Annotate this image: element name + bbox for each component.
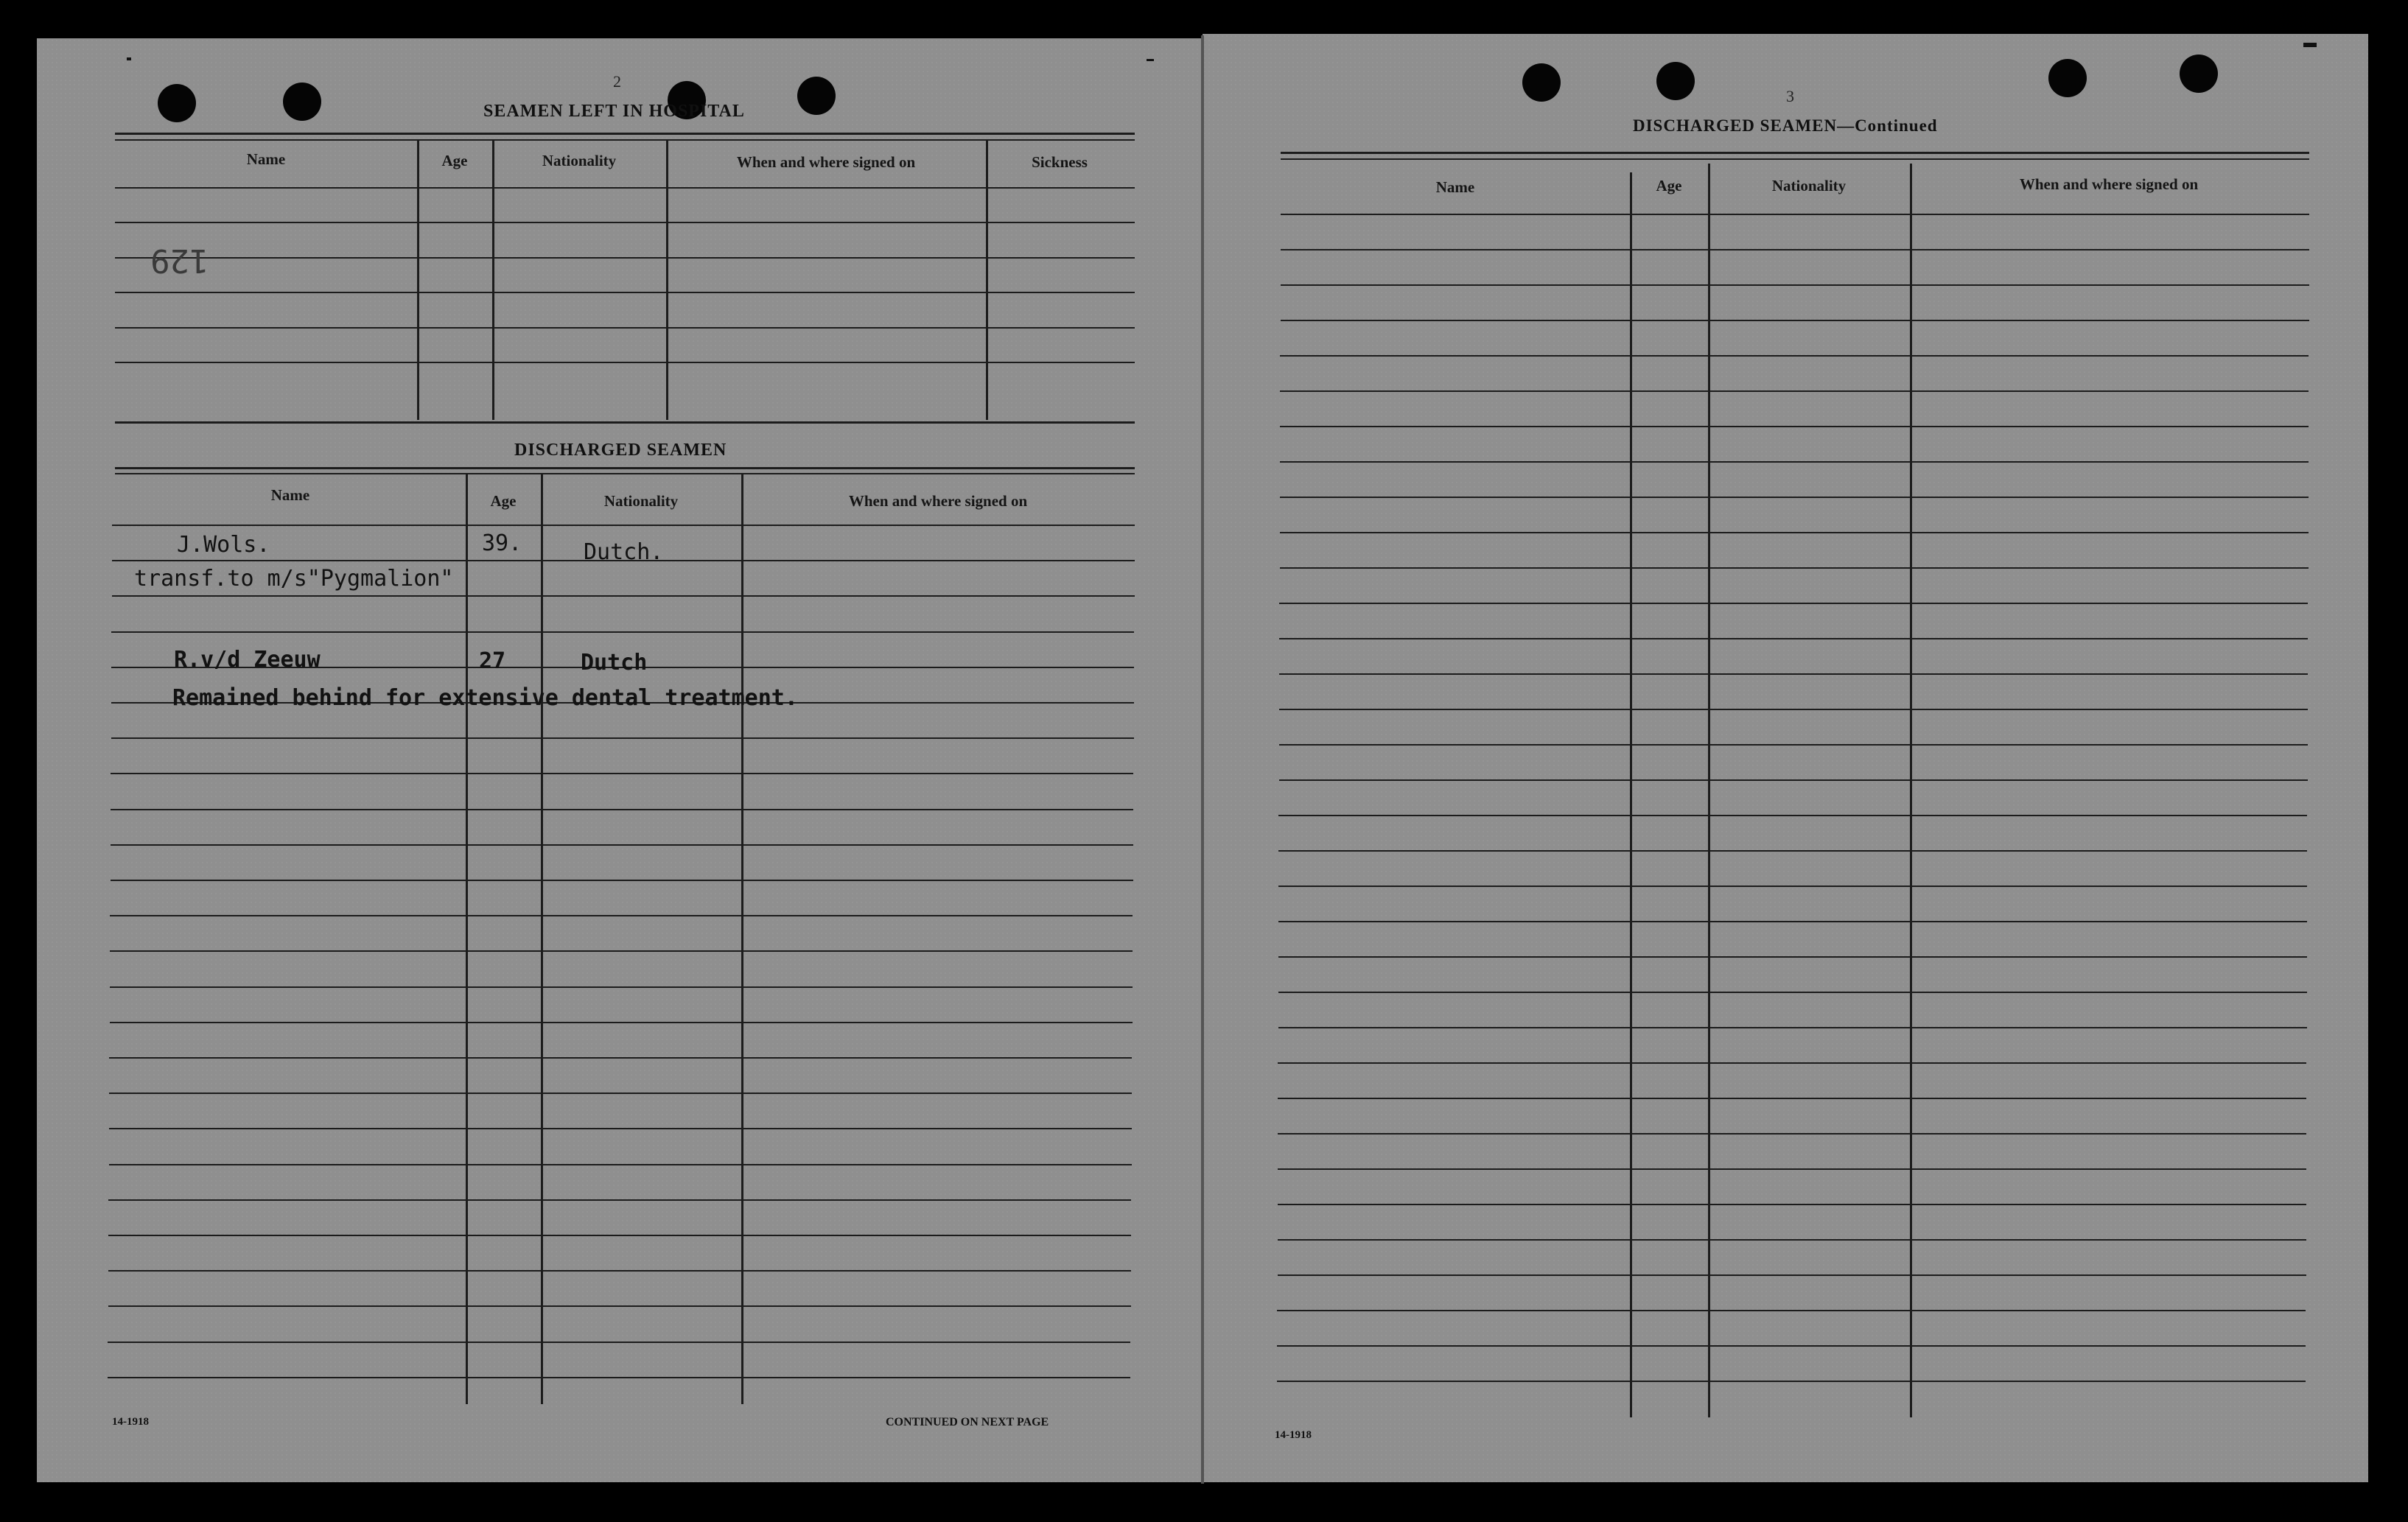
ruled-line <box>111 737 1134 739</box>
ruled-line <box>115 362 1135 363</box>
column-divider <box>466 474 468 1404</box>
column-divider <box>541 474 543 1404</box>
ruled-line <box>108 1199 1131 1201</box>
ruled-line <box>1280 567 2309 569</box>
table-rule <box>1281 152 2309 154</box>
hospital-section-title: SEAMEN LEFT IN HOSPITAL <box>483 102 745 121</box>
column-header-age: Age <box>1656 177 1682 194</box>
entry-name: J.Wols. <box>177 532 270 558</box>
ruled-line <box>112 525 1135 526</box>
table-rule <box>1281 158 2309 160</box>
ruled-line <box>1279 779 2308 781</box>
column-divider <box>666 140 668 420</box>
ruled-line <box>109 1093 1132 1094</box>
speck <box>127 57 131 60</box>
column-header-nationality: Nationality <box>542 152 617 169</box>
ruled-line <box>111 880 1133 881</box>
entry-nationality: Dutch <box>581 650 648 676</box>
ruled-line <box>1278 1239 2306 1241</box>
column-header-nationality: Nationality <box>1771 177 1847 194</box>
ruled-line <box>1280 461 2309 463</box>
ruled-line <box>1279 709 2308 710</box>
ruled-line <box>1278 1274 2306 1276</box>
ruled-line <box>1278 1027 2307 1028</box>
ruled-line <box>111 773 1133 774</box>
discharged-section-title: DISCHARGED SEAMEN <box>514 441 727 460</box>
punch-hole <box>158 84 196 122</box>
page-number: 2 <box>613 72 621 91</box>
column-divider <box>1630 172 1632 1417</box>
ruled-line <box>1277 1345 2306 1347</box>
column-divider <box>986 140 988 420</box>
column-header-name: Name <box>270 486 310 504</box>
ruled-line <box>1277 1381 2306 1382</box>
ruled-line <box>110 1022 1133 1023</box>
column-header-name: Name <box>1435 178 1475 196</box>
table-rule <box>115 133 1135 135</box>
right-page <box>1203 34 2368 1482</box>
speck <box>1147 59 1154 61</box>
entry-age: 39. <box>482 530 522 556</box>
ruled-line <box>1280 532 2309 533</box>
form-number: 14-1918 <box>1275 1429 1312 1441</box>
ruled-line <box>1279 638 2308 639</box>
ruled-line <box>1278 1204 2306 1205</box>
ruled-line <box>1278 1168 2306 1170</box>
ruled-line <box>111 631 1134 633</box>
table-rule <box>115 473 1135 474</box>
column-header-name: Name <box>246 150 286 168</box>
ruled-line <box>111 809 1133 810</box>
punch-hole <box>2180 55 2218 93</box>
ruled-line <box>115 187 1135 189</box>
table-rule <box>115 421 1135 424</box>
ruled-line <box>108 1342 1130 1343</box>
ruled-line <box>108 1377 1130 1378</box>
column-divider <box>1708 164 1710 1417</box>
left-page <box>37 38 1203 1482</box>
column-header-signed-on: When and where signed on <box>848 492 1028 510</box>
ruled-line <box>115 292 1135 293</box>
ruled-line <box>109 1057 1132 1059</box>
column-header-age: Age <box>490 492 517 510</box>
ruled-line <box>1279 603 2308 604</box>
table-rule <box>115 467 1135 469</box>
column-divider <box>741 474 743 1404</box>
ruled-line <box>1280 497 2309 498</box>
punch-hole <box>1656 62 1695 100</box>
column-divider <box>417 140 419 420</box>
column-header-signed-on: When and where signed on <box>2019 175 2199 193</box>
column-header-signed-on: When and where signed on <box>736 153 916 171</box>
ruled-line <box>1281 214 2309 215</box>
ruled-line <box>1278 921 2307 922</box>
ruled-line <box>115 327 1135 329</box>
ruled-line <box>112 595 1135 597</box>
entry-note: transf.to m/s"Pygmalion" <box>134 566 454 592</box>
ruled-line <box>109 1164 1132 1165</box>
ruled-line <box>1278 815 2307 816</box>
ruled-line <box>1280 355 2309 357</box>
ruled-line <box>110 986 1133 988</box>
ruled-line <box>1278 850 2307 852</box>
ruled-line <box>115 222 1135 223</box>
column-header-age: Age <box>441 152 468 169</box>
table-rule <box>115 139 1135 141</box>
ruled-line <box>111 844 1133 846</box>
punch-hole <box>797 77 836 115</box>
ruled-line <box>1279 673 2308 675</box>
punch-hole <box>2048 59 2087 97</box>
ruled-line <box>1280 426 2309 427</box>
ruled-line <box>108 1270 1131 1272</box>
ruled-line <box>1281 249 2309 250</box>
ruled-line <box>1278 1133 2306 1135</box>
entry-age: 27 <box>479 648 506 674</box>
punch-hole <box>1522 63 1561 102</box>
ruled-line <box>108 1235 1131 1236</box>
ruled-line <box>109 1128 1132 1129</box>
form-number: 14-1918 <box>112 1416 149 1428</box>
ruled-line <box>1279 744 2308 746</box>
speck <box>2303 43 2317 47</box>
ruled-line <box>1277 1310 2306 1311</box>
column-header-nationality: Nationality <box>603 492 679 510</box>
ruled-line <box>1278 886 2307 887</box>
ruled-line <box>1278 1062 2306 1064</box>
entry-name: R.v/d Zeeuw <box>174 647 321 673</box>
ruled-line <box>110 915 1133 916</box>
column-divider <box>492 140 494 420</box>
ruled-line <box>1278 1098 2306 1099</box>
page-fold <box>1201 35 1204 1484</box>
continued-note: CONTINUED ON NEXT PAGE <box>886 1416 1049 1428</box>
column-header-sickness: Sickness <box>1032 153 1088 171</box>
ruled-line <box>1278 992 2307 993</box>
ruled-line <box>1281 284 2309 286</box>
punch-hole <box>283 83 321 121</box>
ruled-line <box>1280 390 2309 392</box>
ruled-line <box>108 1305 1131 1307</box>
page-number: 3 <box>1786 87 1794 105</box>
mirrored-mark: 129 <box>150 242 209 279</box>
entry-nationality: Dutch. <box>584 539 664 565</box>
ruled-line <box>110 950 1133 952</box>
ruled-line <box>1278 956 2307 958</box>
ruled-line <box>115 257 1135 259</box>
discharged-continued-title: DISCHARGED SEAMEN—Continued <box>1633 116 1938 135</box>
column-divider <box>1910 164 1912 1417</box>
ruled-line <box>1281 320 2309 321</box>
entry-note: Remained behind for extensive dental treatment. <box>172 685 798 711</box>
